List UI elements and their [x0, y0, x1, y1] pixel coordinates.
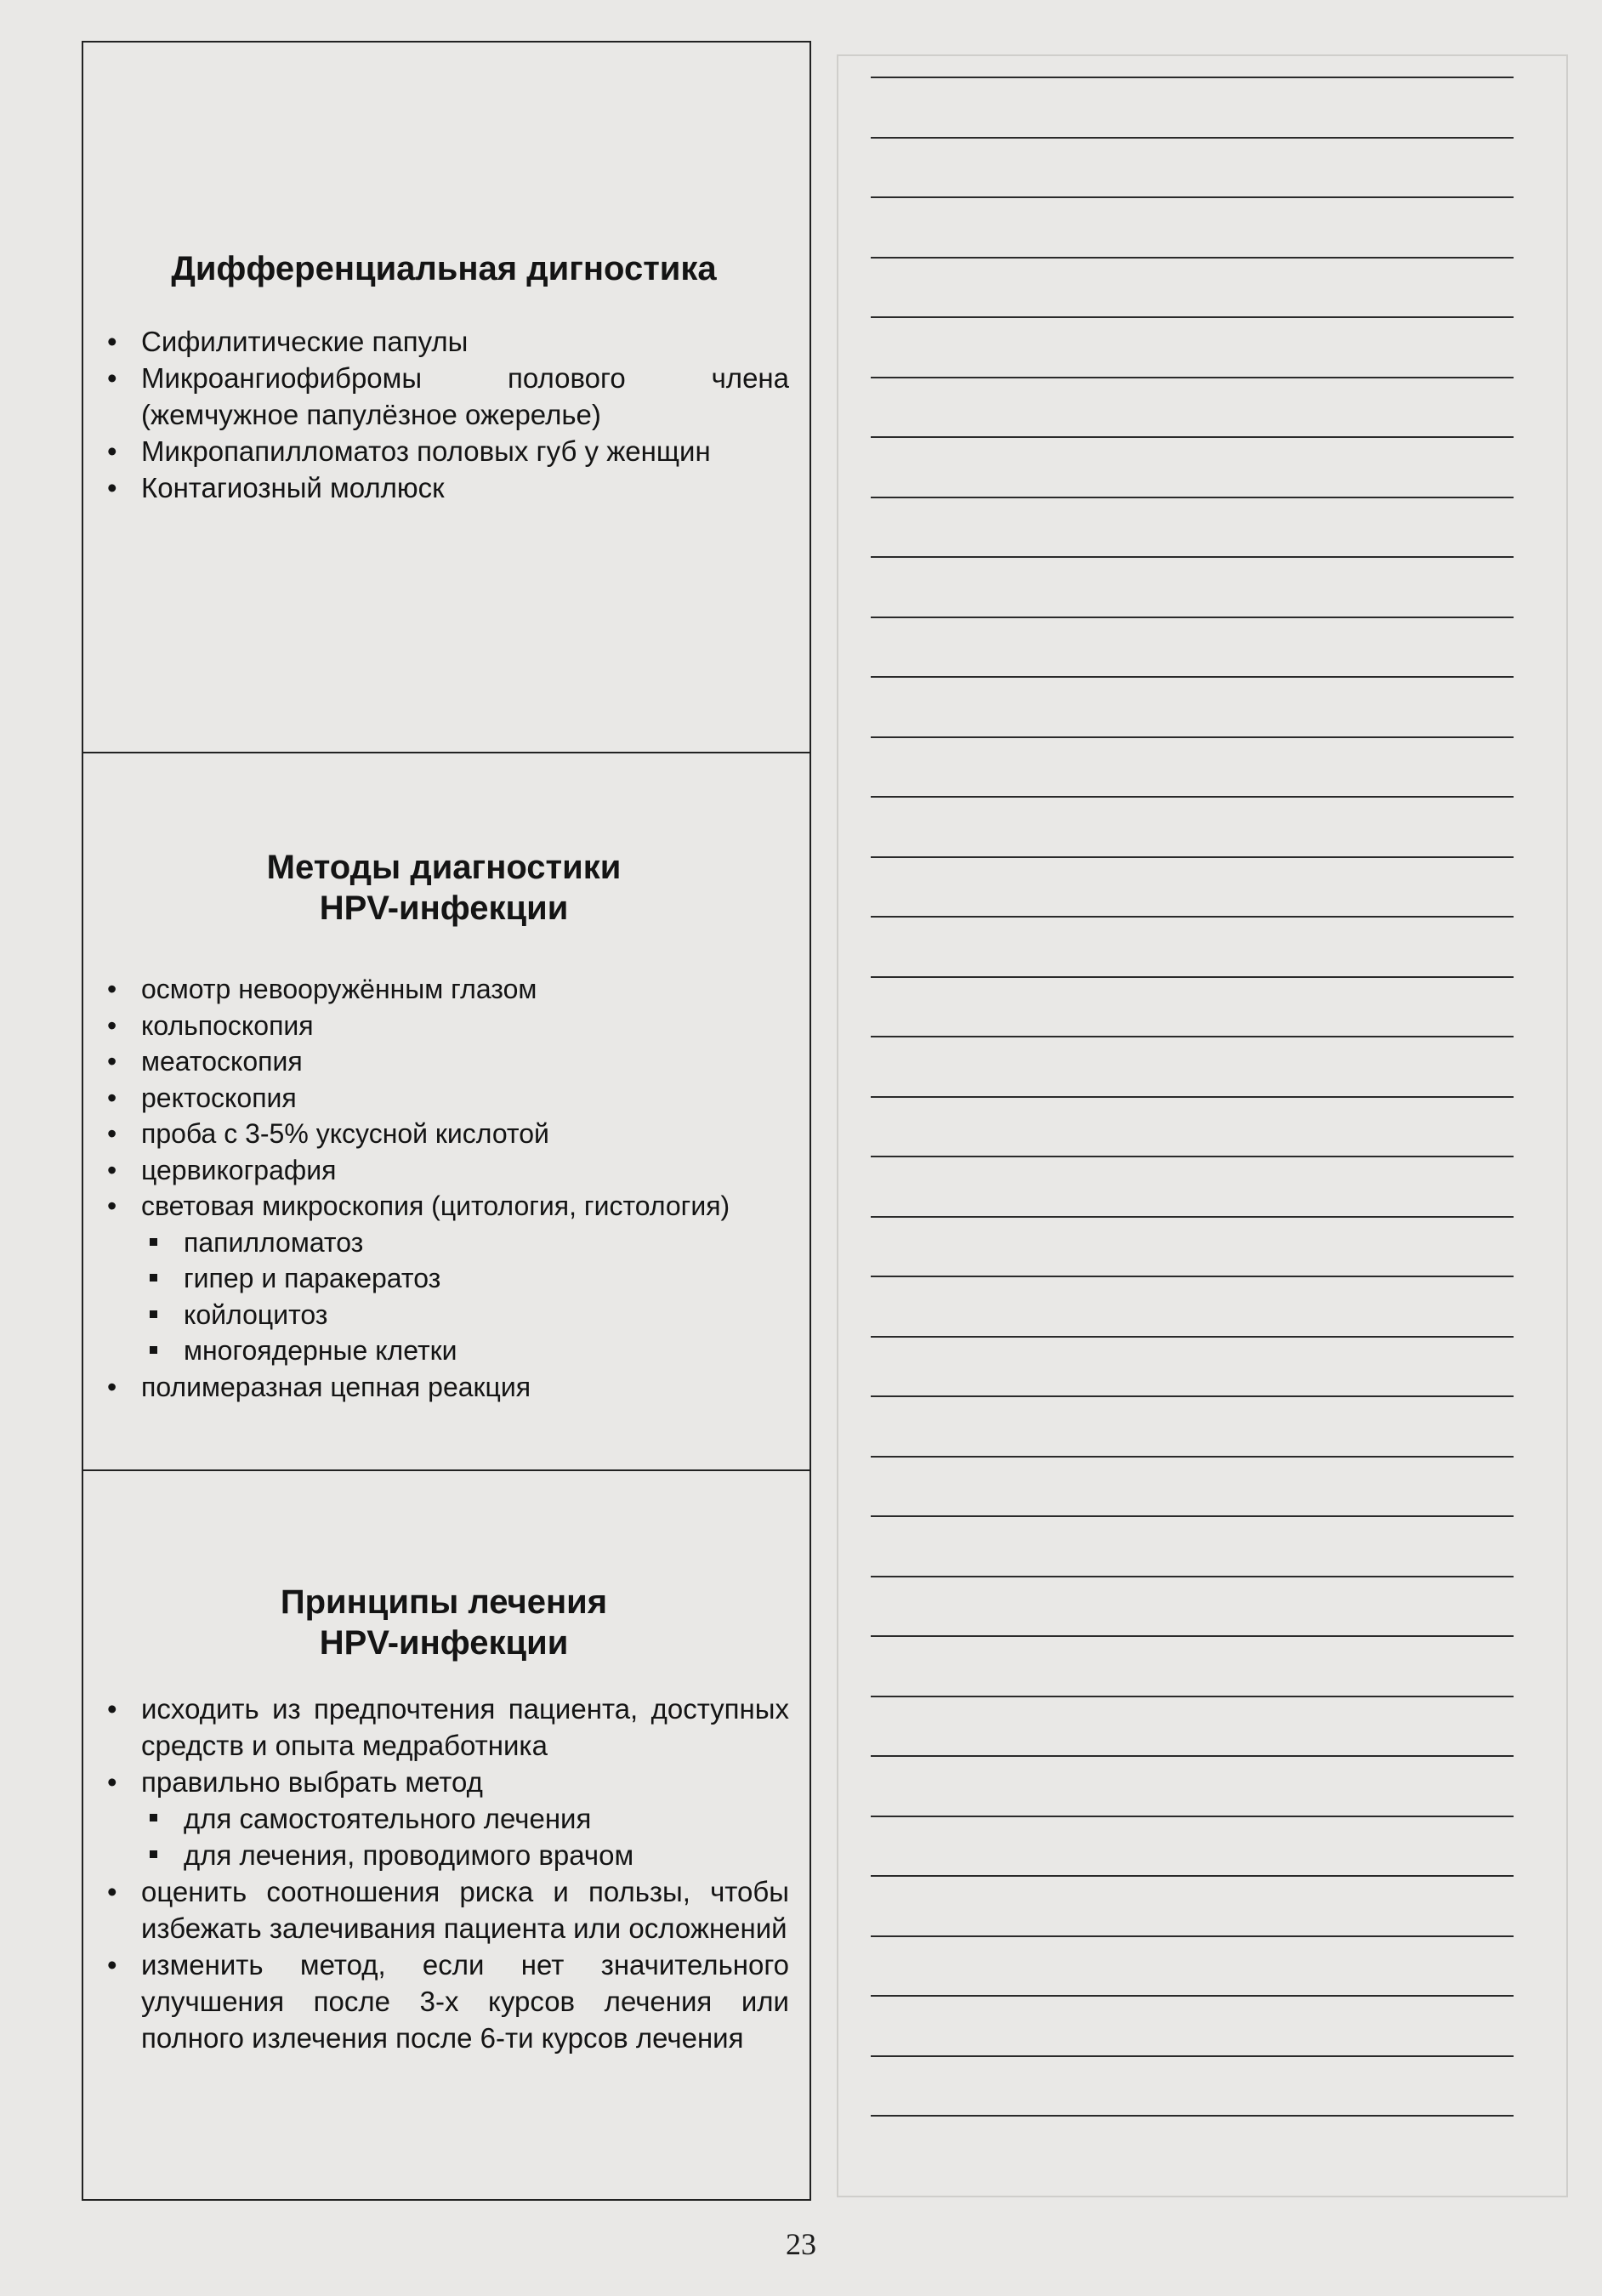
note-line: [871, 1755, 1514, 1757]
list-item: • проба с 3-5% уксусной кислотой: [99, 1116, 789, 1152]
treatment-principles-box: [83, 1471, 810, 2199]
section-title-line: HPV-инфекции: [319, 1624, 569, 1662]
sub-list: [141, 1225, 789, 1369]
bullet-list: [99, 971, 789, 1405]
note-line: [871, 1816, 1514, 1817]
section-title-line: Принципы лечения: [280, 1583, 608, 1621]
note-line: [871, 916, 1514, 918]
note-line: [871, 856, 1514, 858]
sub-list-item: гипер и паракератоз: [141, 1260, 789, 1297]
list-item: • цервикография: [99, 1152, 789, 1189]
list-item: • Контагиозный моллюск: [99, 469, 789, 506]
note-line: [871, 1935, 1514, 1937]
bullet-list: [99, 323, 789, 506]
note-line: [871, 377, 1514, 378]
list-item: • Сифилитические папулы: [99, 323, 789, 360]
note-line: [871, 1696, 1514, 1697]
list-item: • кольпоскопия: [99, 1008, 789, 1044]
note-line: [871, 77, 1514, 78]
list-item: • ректоскопия: [99, 1080, 789, 1117]
note-line: [871, 1336, 1514, 1338]
note-line: [871, 556, 1514, 558]
note-line: [871, 1036, 1514, 1037]
note-line: [871, 1576, 1514, 1577]
note-line: [871, 137, 1514, 139]
left-column-frame: [82, 41, 811, 2201]
note-line: [871, 617, 1514, 618]
note-line: [871, 1456, 1514, 1458]
list-item: • полимеразная цепная реакция: [99, 1369, 789, 1406]
sub-list-item: для самостоятельного лечения: [141, 1800, 789, 1837]
list-item-with-sublist: [99, 1188, 789, 1369]
note-line: [871, 196, 1514, 198]
section-title-line: Методы диагностики: [266, 849, 622, 886]
list-item: • Микропапилломатоз половых губ у женщин: [99, 433, 789, 469]
note-line: [871, 796, 1514, 798]
note-line: [871, 1995, 1514, 1997]
list-item-text: световая микроскопия (цитология, гистология): [141, 1191, 730, 1221]
list-item: • изменить метод, если нет значительного улучшения после 3-х курсов лечения или полного излечения после 6-ти курсов лечения: [99, 1946, 789, 2056]
note-line: [871, 257, 1514, 259]
bullet-list: [99, 1691, 789, 2056]
note-line: [871, 2115, 1514, 2117]
note-line: [871, 2055, 1514, 2057]
section-title: Дифференциальная дигностика: [171, 250, 717, 287]
sub-list-item: койлоцитоз: [141, 1297, 789, 1333]
sub-list-item: многоядерные клетки: [141, 1333, 789, 1369]
section-title-line: HPV-инфекции: [319, 889, 569, 927]
sub-list-item: для лечения, проводимого врачом: [141, 1837, 789, 1873]
differential-diagnosis-box: [83, 43, 810, 753]
note-line: [871, 316, 1514, 318]
diagnostic-methods-box: [83, 753, 810, 1471]
note-line: [871, 497, 1514, 498]
list-item: • оценить соотношения риска и пользы, чтобы избежать залечивания пациента или осложнений: [99, 1873, 789, 1946]
note-line: [871, 1635, 1514, 1637]
note-line: [871, 1096, 1514, 1098]
note-line: [871, 1216, 1514, 1218]
list-item: • исходить из предпочтения пациента, доступных средств и опыта медработника: [99, 1691, 789, 1764]
section-title: [99, 1582, 789, 1663]
note-line: [871, 1156, 1514, 1157]
note-line: [871, 976, 1514, 978]
sub-list-item: папилломатоз: [141, 1225, 789, 1261]
note-line: [871, 1875, 1514, 1877]
section-title: [99, 847, 789, 929]
note-line: [871, 436, 1514, 438]
list-item-text: правильно выбрать метод: [141, 1766, 483, 1798]
list-item-with-sublist: [99, 1764, 789, 1873]
list-item: • Микроангиофибромы полового члена (жемчужное папулёзное ожерелье): [99, 360, 789, 433]
page-number: 23: [786, 2227, 816, 2261]
note-line: [871, 676, 1514, 678]
note-line: [871, 1395, 1514, 1397]
sub-list: [141, 1800, 789, 1873]
list-item: • меатоскопия: [99, 1043, 789, 1080]
note-line: [871, 1276, 1514, 1277]
list-item: • осмотр невооружённым глазом: [99, 971, 789, 1008]
note-line: [871, 736, 1514, 738]
note-line: [871, 1515, 1514, 1517]
